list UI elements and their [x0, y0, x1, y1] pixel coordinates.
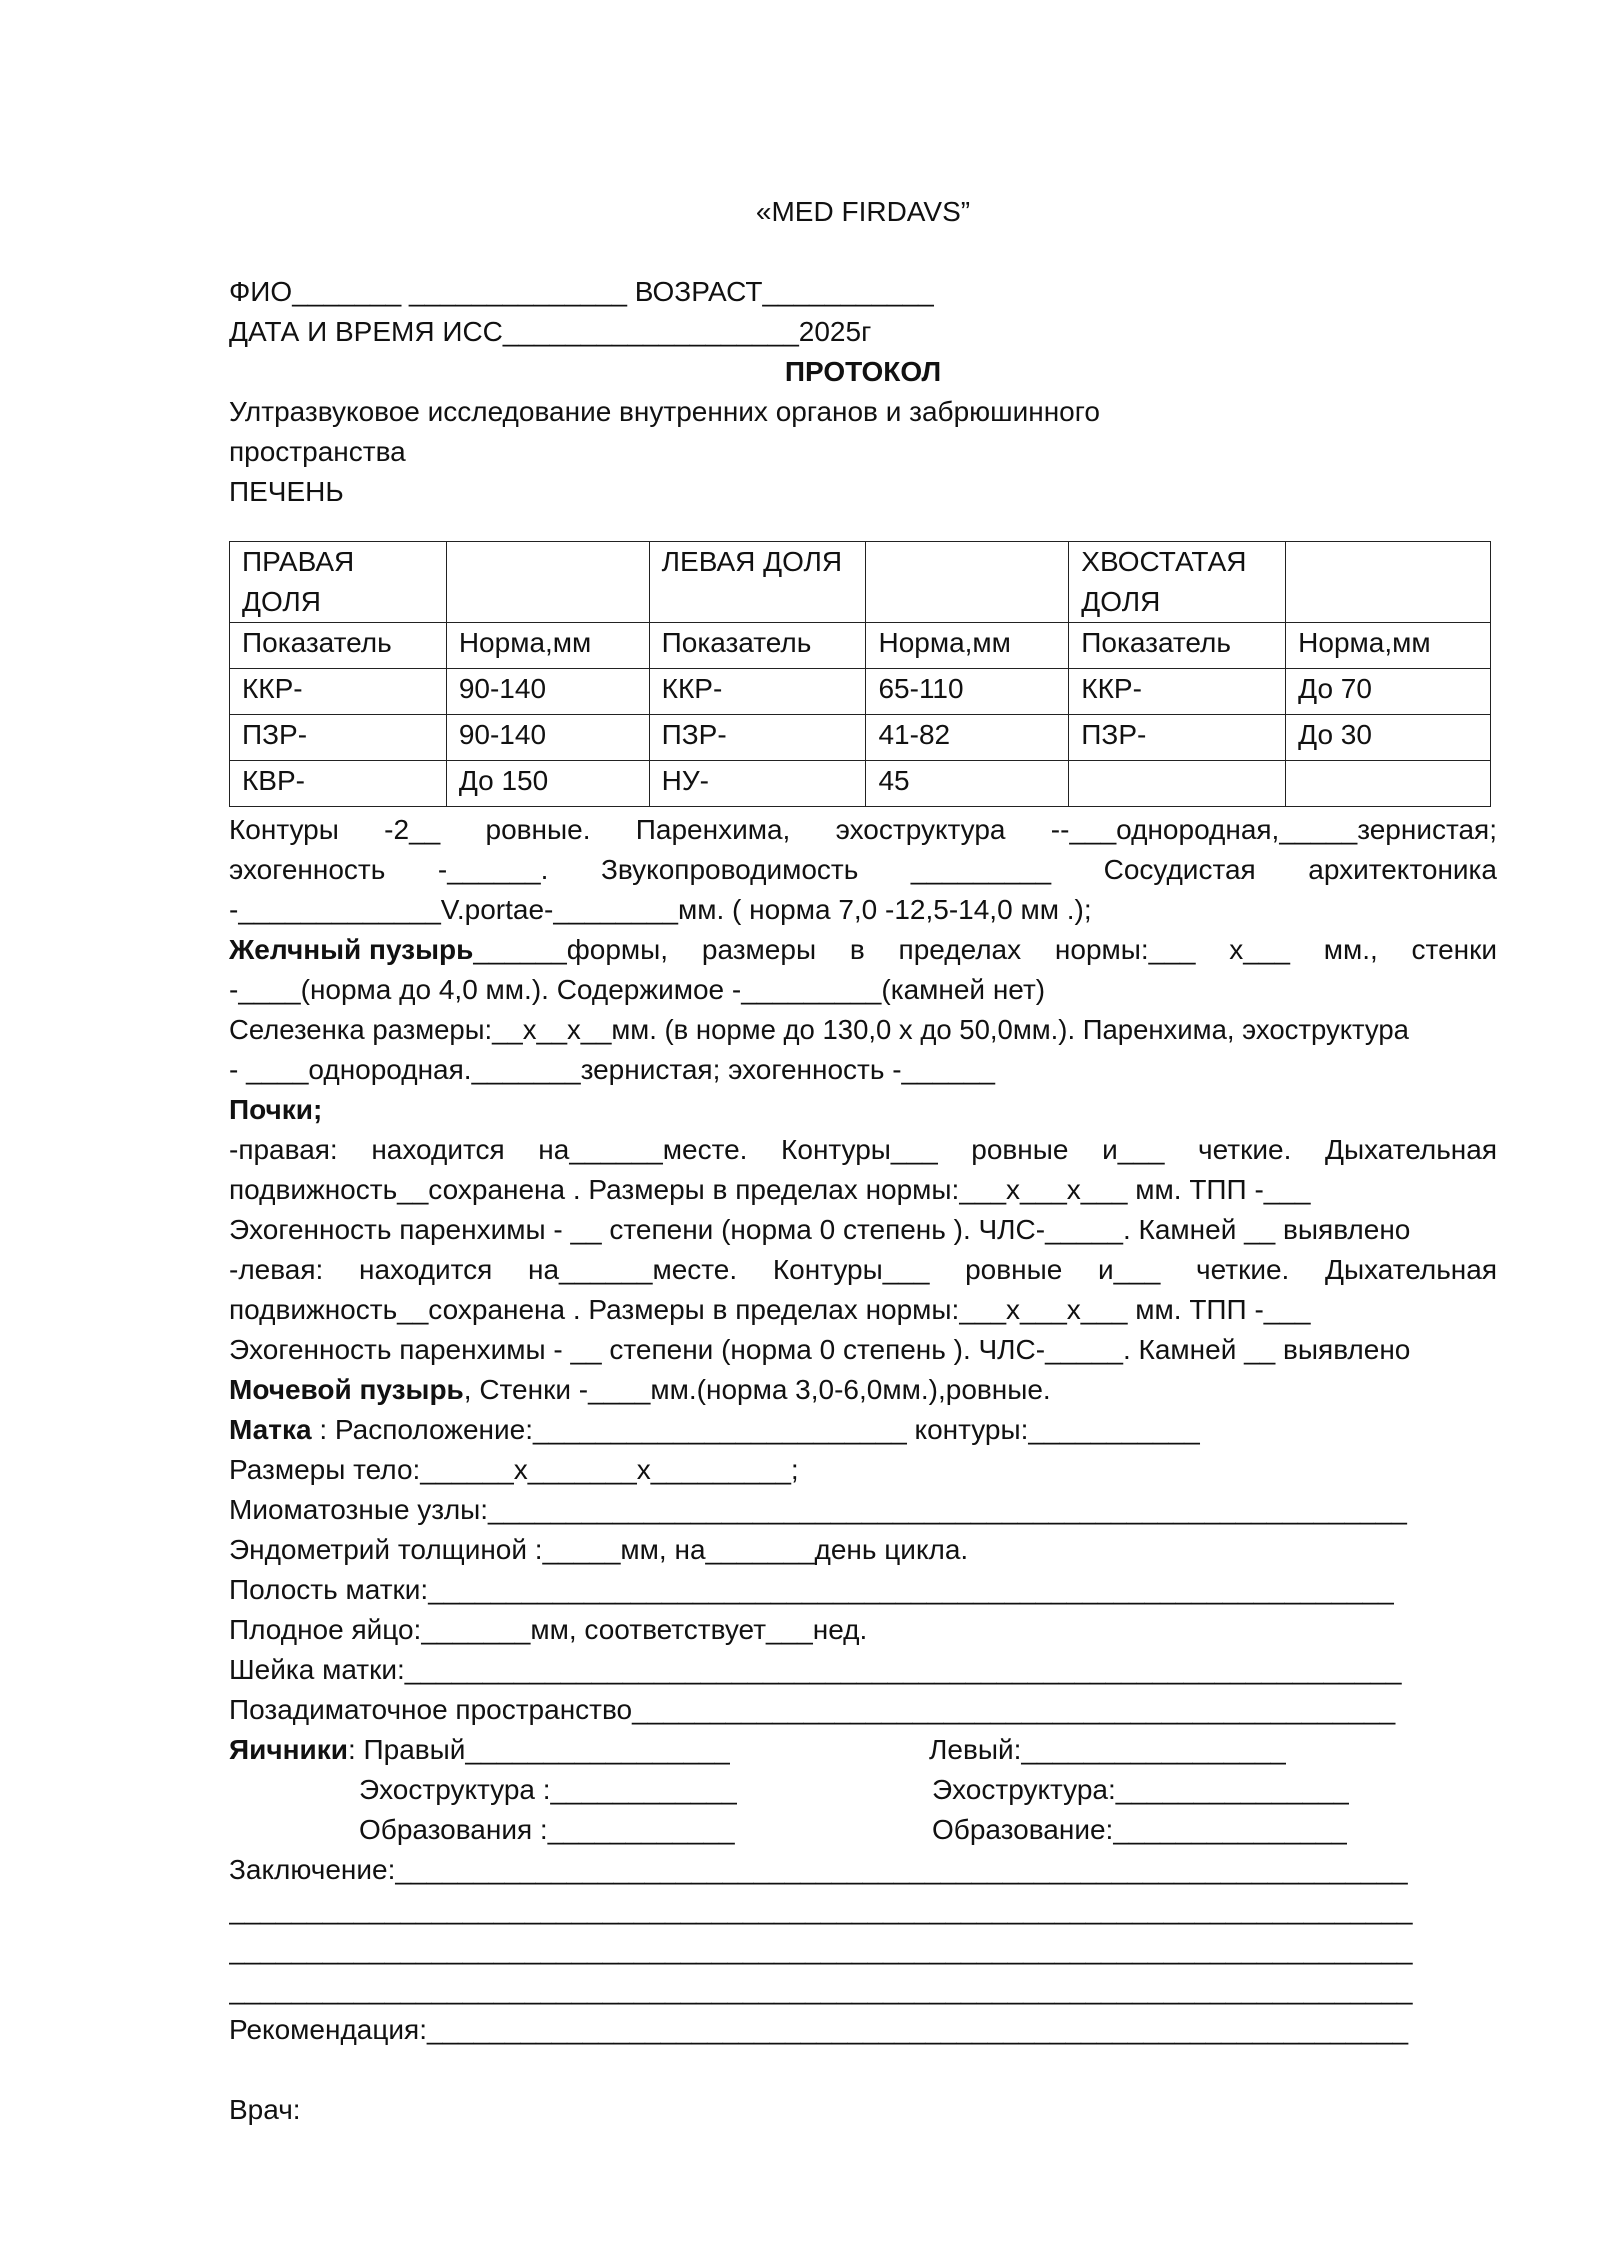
retrouterine-space-line: Позадиматочное пространство_________________________________________________	[229, 1694, 1396, 1725]
table-row	[230, 669, 1491, 715]
left-ovary-formation-line: Образование:_______________	[932, 1814, 1347, 1845]
subheader-cell: Норма,мм	[446, 623, 649, 669]
bladder-label: Мочевой пузырь	[229, 1374, 464, 1405]
right-ovary-formation-line: Образования :____________	[359, 1814, 735, 1845]
table-header-row	[230, 542, 1491, 623]
uterus-line	[229, 1410, 1497, 1450]
subheader-cell: Показатель	[230, 623, 447, 669]
header-left-lobe: ЛЕВАЯ ДОЛЯ	[649, 542, 866, 623]
uterus-text: : Расположение:________________________ контуры:___________	[311, 1414, 1200, 1445]
myoma-line: Миоматозные узлы:___________________________________________________________	[229, 1494, 1407, 1525]
fio-age-line: ФИО_______ ______________ ВОЗРАСТ___________	[229, 276, 934, 307]
header-right-lobe: ПРАВАЯ ДОЛЯ	[230, 542, 447, 623]
ovaries-right-line	[229, 1730, 730, 1770]
left-kidney-line3: Эхогенность паренхимы - __ степени (норма 0 степень ). ЧЛС-_____. Камней __ выявлено	[229, 1334, 1411, 1365]
right-ovary-echo-line: Эхоструктура :____________	[359, 1774, 738, 1805]
liver-table	[229, 541, 1491, 807]
header-cell	[446, 542, 649, 623]
left-ovary-line: Левый:_________________	[929, 1734, 1287, 1765]
uterus-size-line: Размеры тело:______х_______х_________;	[229, 1454, 799, 1485]
table-cell: ККР-	[230, 669, 447, 715]
header-cell	[1286, 542, 1491, 623]
table-cell	[1069, 761, 1286, 807]
header-caudate-lobe: ХВОСТАТАЯ ДОЛЯ	[1069, 542, 1286, 623]
right-kidney-line1: -правая: находится на______месте. Контуры___ ровные и___ четкие. Дыхательная	[229, 1134, 1497, 1165]
gallbladder-label: Желчный пузырь	[229, 934, 474, 965]
table-cell: До 150	[446, 761, 649, 807]
bladder-line	[229, 1370, 1497, 1410]
recommendation-line: Рекомендация:_______________________________________________________________	[229, 2014, 1409, 2045]
liver-portal-line: -_____________V.portae-________мм. ( норма 7,0 -12,5-14,0 мм .);	[229, 894, 1092, 925]
gallbladder-text: ______формы, размеры в пределах нормы:___ х___ мм., стенки	[473, 934, 1497, 965]
table-cell: НУ-	[649, 761, 866, 807]
table-cell: 65-110	[866, 669, 1069, 715]
protocol-title: ПРОТОКОЛ	[784, 356, 942, 387]
liver-echo-line: эхогенность -______. Звукопроводимость _________ Сосудистая архитектоника	[229, 854, 1497, 885]
table-row	[230, 761, 1491, 807]
conclusion-blank-3: ____________________________________________________________________________	[229, 1974, 1413, 2005]
uterine-cavity-line: Полость матки:______________________________________________________________	[229, 1574, 1394, 1605]
table-cell	[1286, 761, 1491, 807]
exam-title-line2: пространства	[229, 436, 406, 467]
table-subheader-row	[230, 623, 1491, 669]
clinic-name: «MED FIRDAVS”	[755, 196, 971, 227]
doctor-line: Врач:	[229, 2094, 301, 2125]
left-ovary-echo-line: Эхоструктура:_______________	[932, 1774, 1350, 1805]
exam-title-line1: Ултразвуковое исследование внутренних органов и забрюшинного	[229, 396, 1100, 427]
table-cell: 90-140	[446, 669, 649, 715]
section-liver: ПЕЧЕНЬ	[229, 476, 344, 507]
table-cell: КВР-	[230, 761, 447, 807]
gestational-sac-line: Плодное яйцо:_______мм, соответствует___нед.	[229, 1614, 868, 1645]
spleen-line2: - ____однородная._______зернистая; эхогенность -______	[229, 1054, 995, 1085]
left-kidney-line2: подвижность__сохранена . Размеры в пределах нормы:___х___х___ мм. ТПП -___	[229, 1294, 1311, 1325]
conclusion-line: Заключение:_________________________________________________________________	[229, 1854, 1408, 1885]
subheader-cell: Показатель	[1069, 623, 1286, 669]
table-cell: ПЗР-	[1069, 715, 1286, 761]
table-cell: ККР-	[649, 669, 866, 715]
table-cell: 41-82	[866, 715, 1069, 761]
table-cell: 45	[866, 761, 1069, 807]
table-cell: До 30	[1286, 715, 1491, 761]
table-cell: 90-140	[446, 715, 649, 761]
spleen-line: Селезенка размеры:__х__х__мм. (в норме до 130,0 х до 50,0мм.). Паренхима, эхоструктура	[229, 1014, 1409, 1045]
ovaries-label: Яичники	[229, 1734, 348, 1765]
gallbladder-line	[229, 930, 1497, 970]
subheader-cell: Норма,мм	[1286, 623, 1491, 669]
uterus-label: Матка	[229, 1414, 312, 1445]
subheader-cell: Показатель	[649, 623, 866, 669]
table-row	[230, 715, 1491, 761]
right-kidney-line2: подвижность__сохранена . Размеры в пределах нормы:___х___х___ мм. ТПП -___	[229, 1174, 1311, 1205]
liver-contours-line: Контуры -2__ ровные. Паренхима, эхоструктура --___однородная,_____зернистая;	[229, 814, 1497, 845]
kidneys-label: Почки;	[229, 1094, 323, 1125]
bladder-text: , Стенки -____мм.(норма 3,0-6,0мм.),ровные.	[463, 1374, 1051, 1405]
table-cell: ПЗР-	[230, 715, 447, 761]
left-kidney-line1: -левая: находится на______месте. Контуры___ ровные и___ четкие. Дыхательная	[229, 1254, 1497, 1285]
conclusion-blank-2: ____________________________________________________________________________	[229, 1934, 1413, 1965]
gallbladder-line2: -____(норма до 4,0 мм.). Содержимое -_________(камней нет)	[229, 974, 1046, 1005]
right-ovary-text: : Правый_________________	[347, 1734, 731, 1765]
right-kidney-line3: Эхогенность паренхимы - __ степени (норма 0 степень ). ЧЛС-_____. Камней __ выявлено	[229, 1214, 1411, 1245]
endometrium-line: Эндометрий толщиной :_____мм, на_______день цикла.	[229, 1534, 969, 1565]
cervix-line: Шейка матки:________________________________________________________________	[229, 1654, 1402, 1685]
table-cell: ККР-	[1069, 669, 1286, 715]
date-line: ДАТА И ВРЕМЯ ИСС___________________2025г	[229, 316, 872, 347]
conclusion-blank-1: ____________________________________________________________________________	[229, 1894, 1413, 1925]
table-cell: До 70	[1286, 669, 1491, 715]
subheader-cell: Норма,мм	[866, 623, 1069, 669]
header-cell	[866, 542, 1069, 623]
table-cell: ПЗР-	[649, 715, 866, 761]
